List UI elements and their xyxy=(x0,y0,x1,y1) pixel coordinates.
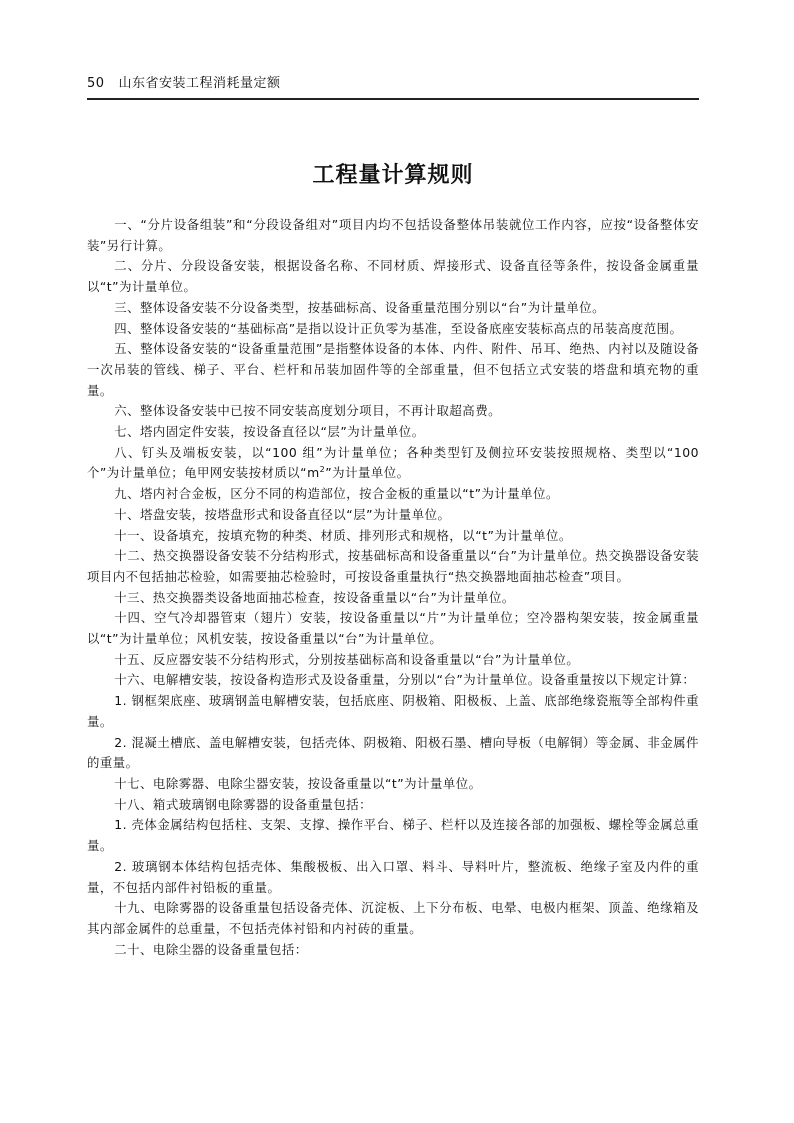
rule-subitem: 2. 混凝土槽底、盖电解槽安装，包括壳体、阴极箱、阳极石墨、槽向导板（电解铜）等金属、非金属件的重量。 xyxy=(87,734,699,771)
rule-paragraph: 二、分片、分段设备安装，根据设备名称、不同材质、焊接形式、设备直径等条件，按设备金属重量以“t”为计量单位。 xyxy=(87,258,699,295)
rules-body xyxy=(87,215,699,960)
rule-paragraph-8 xyxy=(87,443,699,484)
rule-paragraph: 十六、电解槽安装，按设备构造形式及设备重量，分别以“台”为计量单位。设备重量按以下规定计算： xyxy=(114,672,696,688)
rule-paragraph: 九、塔内衬合金板，区分不同的构造部位，按合金板的重量以“t”为计量单位。 xyxy=(114,486,559,502)
page-number: 50 xyxy=(87,76,105,91)
document-title: 工程量计算规则 xyxy=(312,163,474,188)
rule-paragraph: 十一、设备填充，按填充物的种类、材质、排列形式和规格，以“t”为计量单位。 xyxy=(114,527,572,543)
rule-paragraph: 四、整体设备安装的“基础标高”是指以设计正负零为基准，至设备底座安装标高点的吊装高度范围。 xyxy=(114,320,683,336)
book-title: 山东省安装工程消耗量定额 xyxy=(118,76,281,91)
rule-paragraph: 一、“分片设备组装”和“分段设备组对”项目内均不包括设备整体吊装就位工作内容，应按“设备整体安装”另行计算。 xyxy=(87,217,699,253)
rule-subitem: 1. 钢框架底座、玻璃钢盖电解槽安装，包括底座、阴极箱、阳极板、上盖、底部绝缘瓷瓶等全部构件重量。 xyxy=(87,693,699,729)
rule-8-text-end: ”为计量单位。 xyxy=(325,465,410,481)
square-superscript: 2 xyxy=(319,465,326,475)
rule-paragraph: 三、整体设备安装不分设备类型，按基础标高、设备重量范围分别以“台”为计量单位。 xyxy=(114,299,606,315)
rule-paragraph: 十九、电除雾器的设备重量包括设备壳体、沉淀板、上下分布板、电晕、电极内框架、顶盖、绝缘箱及其内部金属件的总重量，不包括壳体衬铅和内衬砖的重量。 xyxy=(87,900,699,936)
rule-paragraph: 五、整体设备安装的“设备重量范围”是指整体设备的本体、内件、附件、吊耳、绝热、内衬以及随设备一次吊装的管线、梯子、平台、栏杆和吊装加固件等的全部重量，但不包括立式安装的塔盘和填充物的重量。 xyxy=(87,341,699,398)
rule-paragraph: 十、塔盘安装，按塔盘形式和设备直径以“层”为计量单位。 xyxy=(114,506,451,522)
page-header xyxy=(87,74,699,94)
rule-subitem: 2. 玻璃钢本体结构包括壳体、集酸极板、出入口罩、料斗、导料叶片，整流板、绝缘子室及内件的重量，不包括内部件衬铅板的重量。 xyxy=(87,858,699,895)
rule-subitem: 1. 壳体金属结构包括柱、支架、支撑、操作平台、梯子、栏杆以及连接各部的加强板、螺栓等金属总重量。 xyxy=(87,817,699,854)
rule-paragraph: 十二、热交换器设备安装不分结构形式，按基础标高和设备重量以“台”为计量单位。热交换器设备安装项目内不包括抽芯检验，如需要抽芯检验时，可按设备重量执行“热交换器地面抽芯检查”项目。 xyxy=(87,548,699,584)
rule-paragraph: 七、塔内固定件安装，按设备直径以“层”为计量单位。 xyxy=(114,424,425,440)
rule-8-text: 八、钉头及端板安装，以“100 组”为计量单位；各种类型钉及侧拉环安装按照规格、类型以“100个”为计量单位；龟甲网安装按材质以“m xyxy=(87,444,699,481)
rule-paragraph: 十四、空气冷却器管束（翅片）安装，按设备重量以“片”为计量单位；空冷器构架安装，按金属重量以“t”为计量单位；风机安装，按设备重量以“台”为计量单位。 xyxy=(87,610,699,647)
rule-paragraph: 六、整体设备安装中已按不同安装高度划分项目，不再计取超高费。 xyxy=(114,403,501,419)
rule-paragraph: 十五、反应器安装不分结构形式，分别按基础标高和设备重量以“台”为计量单位。 xyxy=(114,651,580,667)
rule-paragraph: 十八、箱式玻璃钢电除雾器的设备重量包括： xyxy=(114,796,373,812)
rule-paragraph: 十七、电除雾器、电除尘器安装，按设备重量以“t”为计量单位。 xyxy=(114,775,482,791)
header-rule xyxy=(87,98,699,100)
rule-paragraph: 二十、电除尘器的设备重量包括： xyxy=(114,941,308,957)
rule-paragraph: 十三、热交换器类设备地面抽芯检查，按设备重量以“台”为计量单位。 xyxy=(114,589,515,605)
